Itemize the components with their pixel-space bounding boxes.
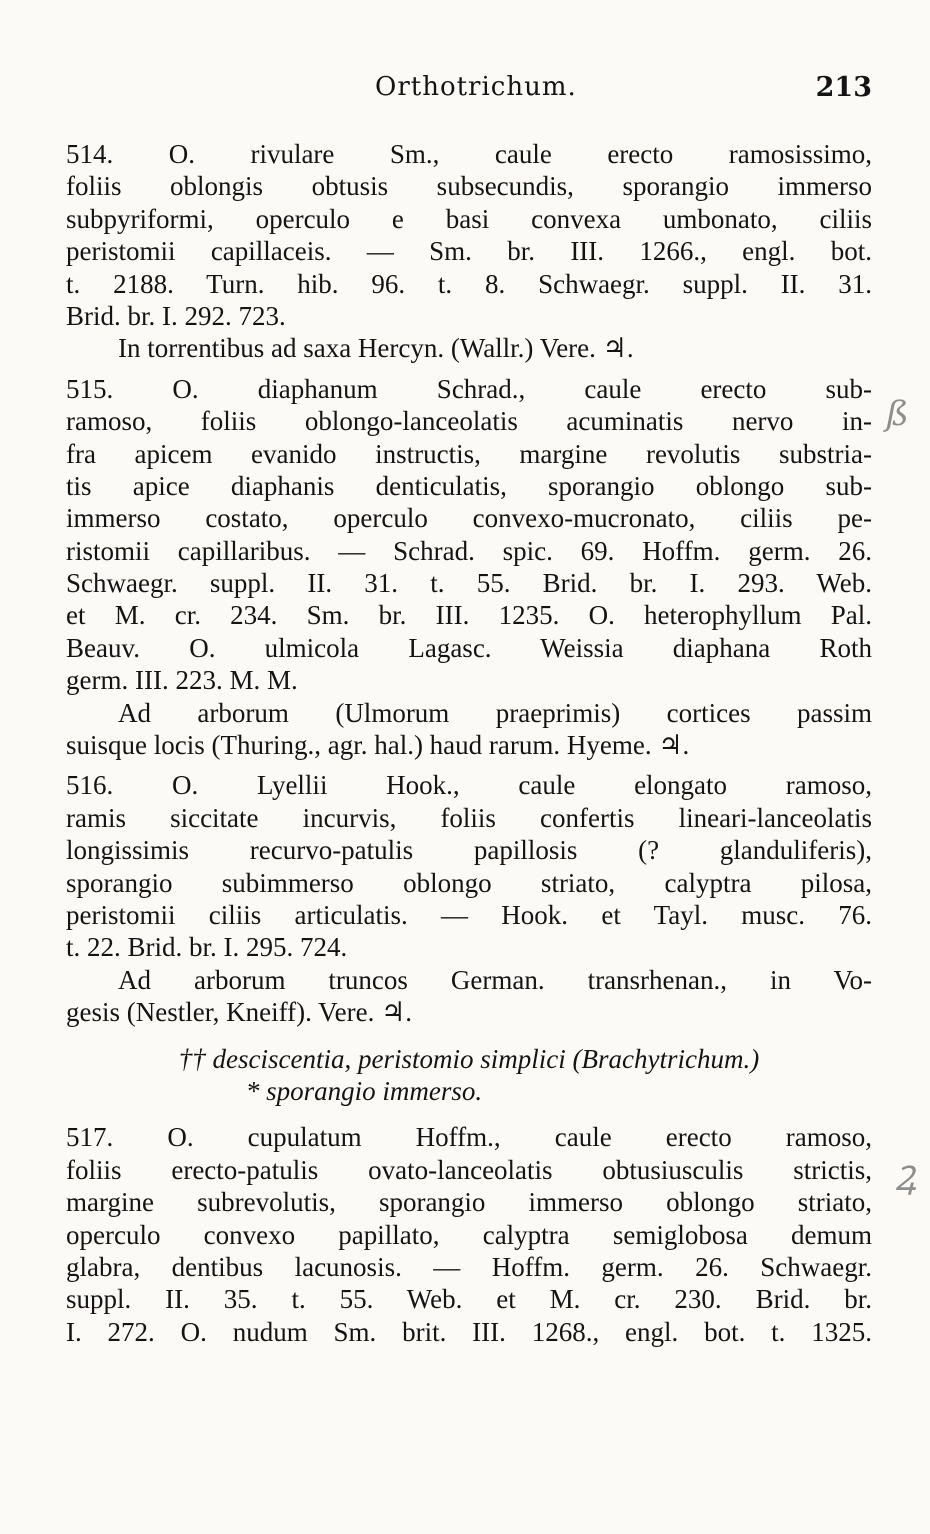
- habitat-line: Ad arborum truncos German. transrhenan., in Vo-: [118, 964, 872, 995]
- entry-line: immerso costato, operculo convexo-mucronato, ciliis pe-: [66, 503, 872, 534]
- entry-line: peristomii ciliis articulatis. — Hook. et Tayl. musc. 76.: [66, 899, 872, 930]
- subsection-heading: * sporangio immerso.: [245, 1075, 483, 1106]
- entry-line: fra apicem evanido instructis, margine revolutis substria-: [66, 438, 872, 469]
- entry-line: foliis oblongis obtusis subsecundis, sporangio immerso: [66, 171, 872, 202]
- entry-line: tis apice diaphanis denticulatis, sporangio oblongo sub-: [66, 470, 872, 501]
- entry-line: foliis erecto-patulis ovato-lanceolatis obtusiusculis strictis,: [66, 1154, 872, 1185]
- entry-line: sporangio subimmerso oblongo striato, calyptra pilosa,: [66, 867, 872, 898]
- section-heading: †† desciscentia, peristomio simplici (Brachytrichum.): [178, 1043, 760, 1074]
- running-title: Orthotrichum.: [375, 72, 577, 102]
- entry-line: t. 22. Brid. br. I. 295. 724.: [66, 932, 348, 963]
- entry-line: germ. III. 223. M. M.: [66, 665, 298, 696]
- species-entry-517: [66, 1121, 872, 1348]
- entry-line: suppl. II. 35. t. 55. Web. et M. cr. 230. Brid. br.: [66, 1284, 872, 1315]
- page-header: [0, 72, 930, 114]
- habitat-line: gesis (Nestler, Kneiff). Vere. ♃.: [66, 997, 413, 1028]
- entry-line: ristomii capillaribus. — Schrad. spic. 69. Hoffm. germ. 26.: [66, 535, 872, 566]
- margin-note-2: Ꝝ: [894, 1159, 916, 1199]
- habitat-line: In torrentibus ad saxa Hercyn. (Wallr.) Vere. ♃.: [118, 333, 634, 364]
- entry-line: 517. O. cupulatum Hoffm., caule erecto ramoso,: [66, 1122, 872, 1153]
- entry-line: Beauv. O. ulmicola Lagasc. Weissia diaphana Roth: [66, 632, 872, 663]
- entry-line: t. 2188. Turn. hib. 96. t. 8. Schwaegr. suppl. II. 31.: [66, 268, 872, 299]
- section-headings: [66, 1043, 872, 1108]
- entry-line: Brid. br. I. 292. 723.: [66, 300, 286, 331]
- entry-line: subpyriformi, operculo e basi convexa umbonato, ciliis: [66, 203, 872, 234]
- entry-line: longissimis recurvo-patulis papillosis (? glanduliferis),: [66, 835, 872, 866]
- habitat-line: suisque locis (Thuring., agr. hal.) haud rarum. Hyeme. ♃.: [66, 730, 690, 761]
- species-entry-514: [66, 138, 872, 365]
- species-entry-516: [66, 769, 872, 1028]
- entry-line: glabra, dentibus lacunosis. — Hoffm. germ. 26. Schwaegr.: [66, 1251, 872, 1282]
- entry-line: margine subrevolutis, sporangio immerso oblongo striato,: [66, 1187, 872, 1218]
- entry-line: I. 272. O. nudum Sm. brit. III. 1268., engl. bot. t. 1325.: [66, 1316, 872, 1347]
- page-body: [66, 138, 872, 1348]
- species-entry-515: [66, 373, 872, 762]
- entry-line: 516. O. Lyellii Hook., caule elongato ramoso,: [66, 770, 872, 801]
- page-number: 213: [815, 72, 872, 103]
- entry-line: peristomii capillaceis. — Sm. br. III. 1266., engl. bot.: [66, 236, 872, 267]
- entry-line: ramis siccitate incurvis, foliis confertis lineari-lanceolatis: [66, 802, 872, 833]
- entry-line: Schwaegr. suppl. II. 31. t. 55. Brid. br. I. 293. Web.: [66, 568, 872, 599]
- entry-line: 514. O. rivulare Sm., caule erecto ramosissimo,: [66, 139, 872, 169]
- entry-line: 515. O. diaphanum Schrad., caule erecto sub-: [66, 373, 872, 404]
- entry-line: ramoso, foliis oblongo-lanceolatis acuminatis nervo in-: [66, 406, 872, 437]
- habitat-line: Ad arborum (Ulmorum praeprimis) cortices passim: [118, 697, 872, 728]
- entry-line: et M. cr. 234. Sm. br. III. 1235. O. heterophyllum Pal.: [66, 600, 872, 631]
- margin-note-1: ß: [886, 394, 909, 434]
- entry-line: operculo convexo papillato, calyptra semiglobosa demum: [66, 1219, 872, 1250]
